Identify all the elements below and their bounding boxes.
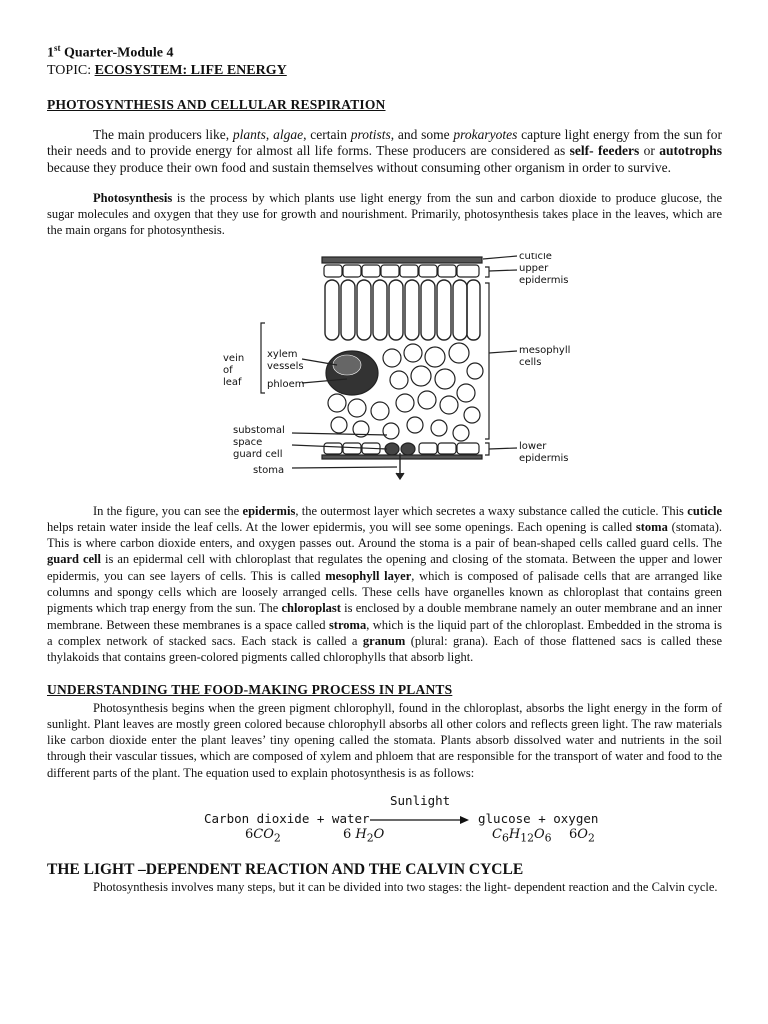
svg-text:guard cell: guard cell [233, 448, 283, 460]
topic-value: ECOSYSTEM: LIFE ENERGY [94, 62, 287, 78]
equation-reactants: Carbon dioxide + water [204, 811, 370, 826]
svg-text:xylem: xylem [267, 348, 298, 360]
intro-paragraph: The main producers like, plants, algae, certain protists, and some prokaryotes capture light energy from the sun for their needs and to provide energy for almost all life forms. These producers are considered as self- feeders or autotrophs because they produce their own food and sustain themselves without consuming other organism in order to survive. [47, 126, 723, 175]
svg-text:phloem: phloem [267, 378, 305, 390]
module-heading: 1st Quarter-Module 4 [47, 43, 174, 61]
label-cuticle: cuticle [519, 252, 552, 262]
svg-text:of: of [223, 364, 233, 376]
svg-text:mesophyll: mesophyll [519, 344, 571, 356]
formula-h2o: 6 $H_2O$ [343, 827, 385, 845]
equation-sunlight: Sunlight [390, 793, 451, 808]
svg-text:stoma: stoma [253, 464, 285, 476]
document-page [47, 40, 722, 895]
formula-o2: $6O_2$ [569, 827, 595, 845]
svg-text:vein: vein [223, 352, 245, 364]
svg-text:space: space [233, 436, 263, 448]
section-title-food-making: UNDERSTANDING THE FOOD-MAKING PROCESS IN PLANTS [47, 681, 453, 697]
svg-text:leaf: leaf [223, 376, 242, 388]
food-making-paragraph: Photosynthesis begins when the green pigment chlorophyll, found in the chloroplast, absorbs the light energy in the form of sunlight. Plant leaves are mostly green colored because chlorophyll absorbs all other colors and reflects green light. The raw materials like carbon dioxide enter the plant leaves’ tiny opening called the stomata. Plants absorb dissolved water and nutrients in the soil through their vascular tissues, which are composed of xylem and phloem that are responsible for the transport of water and food to the different parts of the plant. The equation used to explain photosynthesis is as follows: [47, 700, 722, 780]
photosynthesis-definition: Photosynthesis is the process by which plants use light energy from the sun and carbon dioxide to produce glucose, the sugar molecules and oxygen that they use for growth and nourishment. Primarily, photosynthesis takes place in the leaves, which are the main organs for photosynthesis. [47, 190, 722, 238]
svg-text:lower: lower [519, 440, 547, 452]
topic-line: TOPIC: ECOSYSTEM: LIFE ENERGY [47, 62, 287, 78]
svg-text:cells: cells [519, 356, 542, 368]
leaf-diagram [47, 253, 722, 493]
equation-products: glucose + oxygen [478, 811, 599, 826]
formula-glucose: $C_6H_{12}O_6$ [492, 827, 552, 845]
equation-arrow [370, 815, 470, 825]
photosynthesis-equation [47, 793, 722, 853]
svg-text:vessels: vessels [267, 360, 304, 372]
light-dependent-paragraph: Photosynthesis involves many steps, but it can be divided into two stages: the light- dependent reaction and the Calvin cycle. [93, 880, 718, 894]
formula-co2: $6CO_2$ [245, 827, 281, 845]
svg-text:upper: upper [519, 262, 549, 274]
svg-text:epidermis: epidermis [519, 274, 569, 286]
section-title-photosynthesis: PHOTOSYNTHESIS AND CELLULAR RESPIRATION [47, 96, 386, 112]
figure-explanation-paragraph: In the figure, you can see the epidermis, the outermost layer which secretes a waxy substance called the cuticle. This cuticle helps retain water inside the leaf cells. At the lower epidermis, you will see some openings. Each opening is called stoma (stomata). This is where carbon dioxide enters, and oxygen passes out. Around the stoma is a pair of bean-shaped cells called guard cells. The guard cell is an epidermal cell with chloroplast that regulates the opening and closing of the stomata. Between the upper and lower epidermis, you can see layers of cells. This is called mesophyll layer, which is composed of palisade cells that are arranged like columns and spongy cells which are loosely arranged cells. These cells have organelles known as chloroplast that contains green pigments which trap energy from the sun. The chloroplast is enclosed by a double membrane namely an outer membrane and an inner membrane. Between these membranes is a space called stroma, which is the liquid part of the chloroplast. Embedded in the stroma is a complex network of stacked sacs. Each stack is called a granum (plural: grana). Each of those flattened sacs is called these thylakoids that contains green-colored pigments called chlorophylls that absorb light. [47, 503, 723, 665]
leaf-cross-section-figure [47, 253, 722, 493]
svg-text:substomal: substomal [233, 424, 285, 436]
section-title-light-dependent: THE LIGHT –DEPENDENT REACTION AND THE CALVIN CYCLE [47, 861, 524, 878]
svg-text:epidermis: epidermis [519, 452, 569, 464]
